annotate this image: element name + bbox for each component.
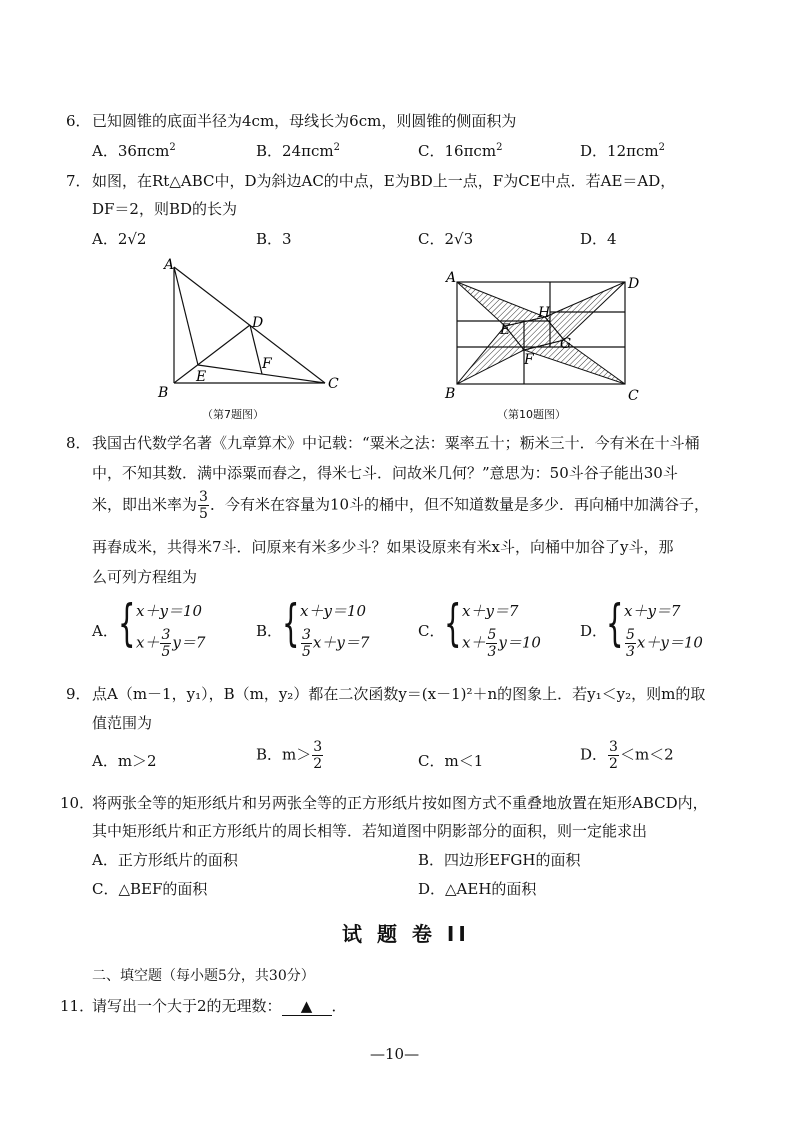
- q10-option-d: D．△AEH的面积: [418, 880, 537, 898]
- q7-option-d: D．4: [580, 230, 617, 248]
- fig7-segment-ae: [174, 267, 198, 365]
- q7-number: 7．: [66, 172, 91, 190]
- q6-option-a: A．36πcm$^2$: [92, 142, 176, 160]
- q7-option-c: C．2√3: [418, 230, 474, 248]
- fig10-shade-aeh: [457, 282, 545, 326]
- q6-option-d: D．12πcm$^2$: [580, 142, 665, 160]
- page-number: —10—: [370, 1045, 420, 1063]
- q7-option-b: B．3: [256, 230, 292, 248]
- section-heading-fill-in: 二、填空题（每小题5分，共30分）: [92, 968, 315, 984]
- q11-number: 11．: [60, 997, 95, 1015]
- q7-option-a: A．2√2: [92, 230, 147, 248]
- q11-stem: 请写出一个大于2的无理数： ▲ ．: [92, 997, 347, 1015]
- q8-stem-line3: 米，即出米率为 $\frac{3}{5}$ ．今有米在容量为10斗的桶中，但不知道数量是多少．再向桶中加满谷子，: [92, 489, 710, 522]
- fig7-segment-df: [250, 325, 262, 374]
- figure-10-caption: （第10题图）: [497, 408, 566, 421]
- section-title: 试 题 卷 II: [342, 922, 470, 946]
- figure-10-rectangle: [440, 268, 650, 403]
- q9-option-a: A．m＞2: [92, 752, 157, 770]
- fig10-label-f: F: [524, 352, 534, 368]
- fig7-label-c: C: [328, 376, 339, 392]
- fig10-label-e: E: [500, 322, 511, 338]
- figure-7-caption: （第7题图）: [202, 408, 264, 421]
- fig7-label-f: F: [262, 356, 272, 372]
- q9-stem-line1: 点A（m－1，y₁），B（m，y₂）都在二次函数y＝(x－1)²＋n的图象上．若y₁＜y₂，则m的取: [92, 685, 706, 703]
- q6-stem: 已知圆锥的底面半径为4cm，母线长为6cm，则圆锥的侧面积为: [92, 112, 517, 130]
- fig10-label-h: H: [538, 305, 551, 321]
- q8-stem-line4: 再舂成米，共得米7斗．问原来有米多少斗？如果设原来有米x斗，向桶中加谷了y斗，那: [92, 538, 674, 556]
- q10-option-a: A．正方形纸片的面积: [92, 851, 238, 869]
- q9-option-c: C．m＜1: [418, 752, 484, 770]
- fig10-label-b: B: [445, 386, 456, 402]
- fig7-label-d: D: [252, 315, 264, 331]
- fig10-label-a: A: [446, 270, 457, 286]
- q6-number: 6．: [66, 112, 91, 130]
- q10-number: 10．: [60, 794, 95, 812]
- q9-option-d: D． $\frac{3}{2}$ ＜m＜2: [580, 739, 674, 772]
- fig7-label-b: B: [158, 385, 169, 401]
- q9-number: 9．: [66, 685, 91, 703]
- q8-stem-line1: 我国古代数学名著《九章算术》中记载：“粟米之法：粟率五十；粝米三十．今有米在十斗桶: [92, 434, 700, 452]
- q10-option-c: C．△BEF的面积: [92, 880, 208, 898]
- q7-stem-line1: 如图，在Rt△ABC中，D为斜边AC的中点，E为BD上一点，F为CE中点．若AE＝AD，: [92, 172, 676, 190]
- q10-stem-line2: 其中矩形纸片和正方形纸片的周长相等．若知道图中阴影部分的面积，则一定能求出: [92, 822, 648, 840]
- q8-option-d-system: { x＋y＝7 $\frac{5}{3}$ x＋y＝10: [606, 594, 703, 660]
- q11-answer-blank[interactable]: ▲: [282, 997, 332, 1016]
- q7-stem-line2: DF＝2，则BD的长为: [92, 200, 238, 218]
- q8-option-a-label: A．: [92, 622, 118, 640]
- q8-stem-line2: 中，不知其数．满中添粟而舂之，得米七斗．问故米几何？”意思为：50斗谷子能出30斗: [92, 464, 678, 482]
- q8-option-b-system: { x＋y＝10 $\frac{3}{5}$ x＋y＝7: [282, 594, 370, 660]
- figure-7-triangle: [150, 255, 350, 405]
- q8-option-d-label: D．: [580, 622, 608, 640]
- fig7-label-e: E: [196, 369, 207, 385]
- q8-number: 8．: [66, 434, 91, 452]
- q9-option-b: B．m＞ $\frac{3}{2}$: [256, 739, 323, 772]
- q10-stem-line1: 将两张全等的矩形纸片和另两张全等的正方形纸片按如图方式不重叠地放置在矩形ABCD内，: [92, 794, 708, 812]
- q8-option-b-label: B．: [256, 622, 283, 640]
- q8-option-c-label: C．: [418, 622, 445, 640]
- q9-stem-line2: 值范围为: [92, 714, 153, 732]
- fig7-segment-bd: [174, 325, 250, 383]
- q6-option-b: B．24πcm$^2$: [256, 142, 340, 160]
- fig10-label-d: D: [628, 276, 640, 292]
- q8-option-c-system: { x＋y＝7 x＋ $\frac{5}{3}$ y＝10: [444, 594, 541, 660]
- fig10-label-g: G: [560, 336, 572, 352]
- q8-option-a-system: { x＋y＝10 x＋ $\frac{3}{5}$ y＝7: [118, 594, 206, 660]
- fig10-label-c: C: [628, 388, 639, 403]
- q10-option-b: B．四边形EFGH的面积: [418, 851, 581, 869]
- q6-option-c: C．16πcm$^2$: [418, 142, 503, 160]
- fig7-label-a: A: [164, 257, 175, 273]
- q8-stem-line5: 么可列方程组为: [92, 568, 198, 586]
